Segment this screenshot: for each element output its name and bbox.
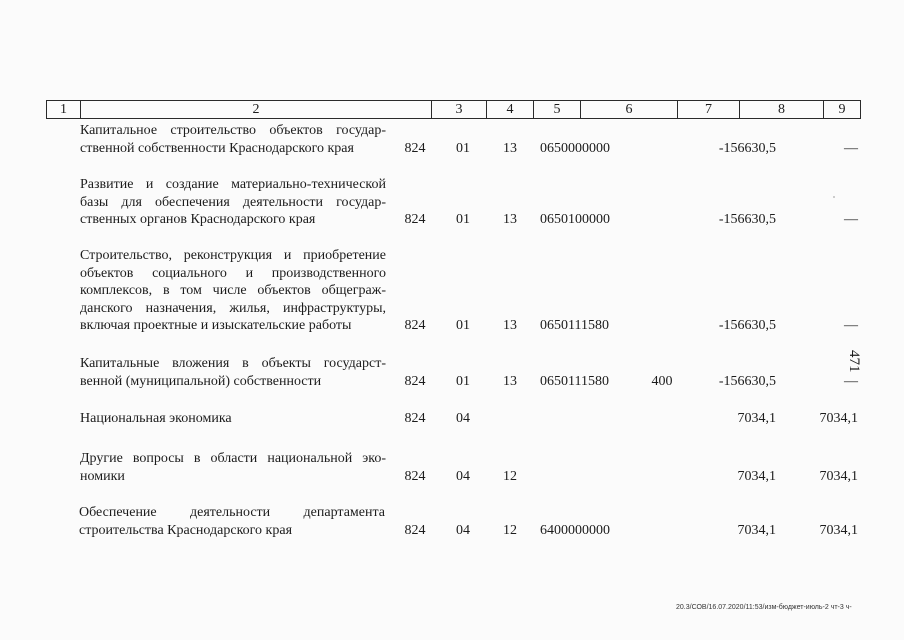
cell-col-9: 7034,1 (819, 522, 858, 538)
page-number: 471 (846, 350, 862, 373)
description-line: Обеспечение деятельности департамента (79, 505, 385, 520)
description-line: номики (80, 468, 125, 484)
cell-col-5: 13 (503, 318, 517, 334)
row-description (80, 176, 386, 229)
header-col-7: 7 (678, 100, 740, 119)
cell-col-7: 400 (651, 373, 673, 389)
description-line: ственных органов Краснодарского края (80, 212, 316, 228)
cell-col-6: 0650111580 (540, 318, 609, 334)
cell-col-9: — (844, 212, 858, 228)
cell-col-4: 01 (456, 140, 470, 156)
description-line: ственной собственности Краснодарского края (80, 140, 354, 156)
header-col-6: 6 (581, 100, 678, 119)
cell-col-9: — (844, 140, 858, 156)
row-description (80, 410, 386, 428)
cell-col-3: 824 (404, 373, 426, 389)
description-line: Строительство, реконструкция и приобретение (80, 248, 386, 263)
header-col-2: 2 (81, 100, 432, 119)
cell-col-6: 0650000000 (540, 140, 610, 156)
cell-col-9: — (844, 373, 858, 389)
cell-col-4: 01 (456, 212, 470, 228)
cell-col-4: 04 (456, 522, 470, 538)
description-line: строительства Краснодарского края (79, 522, 293, 538)
cell-col-4: 01 (456, 318, 470, 334)
cell-col-4: 04 (456, 411, 470, 426)
description-line: базы для обеспечения деятельности государ- (80, 194, 386, 210)
cell-col-9: 7034,1 (819, 468, 858, 484)
cell-col-3: 824 (404, 318, 426, 334)
header-col-4: 4 (487, 100, 534, 119)
cell-col-3: 824 (404, 522, 426, 538)
row-description (80, 450, 386, 485)
cell-col-8: 7034,1 (737, 411, 776, 426)
description-line: включая проектные и изыскательские работы (80, 318, 352, 334)
cell-col-8: -156630,5 (718, 318, 776, 334)
row-description (80, 355, 386, 390)
cell-col-8: -156630,5 (718, 373, 776, 389)
cell-col-5: 13 (503, 212, 517, 228)
description-line: Развитие и создание материально-технической (80, 177, 386, 192)
description-line: Капитальные вложения в объекты государст- (80, 356, 386, 371)
header-col-8: 8 (740, 100, 824, 119)
cell-col-3: 824 (404, 468, 426, 484)
row-description (80, 122, 386, 157)
scan-speck (833, 196, 835, 198)
cell-col-9: 7034,1 (819, 411, 858, 426)
cell-col-5: 12 (503, 468, 517, 484)
description-line: комплексов, в том числе объектов общеграж- (80, 283, 386, 299)
cell-col-8: 7034,1 (737, 468, 776, 484)
cell-col-8: -156630,5 (718, 212, 776, 228)
cell-col-5: 13 (503, 140, 517, 156)
cell-col-5: 12 (503, 522, 517, 538)
header-col-3: 3 (432, 100, 487, 119)
cell-col-4: 01 (456, 373, 470, 389)
cell-col-3: 824 (404, 411, 426, 426)
description-line: Капитальное строительство объектов государ- (80, 123, 386, 138)
footer-reference: 20.3/СОВ/16.07.2020/11:53/изм-бюджет-июль-2 чт-3 ч- (676, 604, 852, 611)
description-line: данского назначения, жилья, инфраструктуры, (80, 300, 386, 316)
header-col-1: 1 (46, 100, 81, 119)
cell-col-9: — (844, 318, 858, 334)
cell-col-6: 6400000000 (540, 522, 610, 538)
description-line: венной (муниципальной) собственности (80, 373, 322, 389)
cell-col-3: 824 (404, 212, 426, 228)
cell-col-6: 0650100000 (540, 212, 610, 228)
header-col-5: 5 (534, 100, 581, 119)
row-description (79, 504, 385, 539)
cell-col-5: 13 (503, 373, 517, 389)
cell-col-8: 7034,1 (737, 522, 776, 538)
description-line: объектов социального и производственного (80, 265, 386, 281)
cell-col-3: 824 (404, 140, 426, 156)
cell-col-4: 04 (456, 468, 470, 484)
cell-col-6: 0650111580 (540, 373, 609, 389)
row-description (80, 247, 386, 335)
description-line: Другие вопросы в области национальной эко- (80, 451, 386, 466)
header-col-9: 9 (824, 100, 861, 119)
table-header (46, 100, 861, 119)
description-line: Национальная экономика (80, 411, 232, 426)
cell-col-8: -156630,5 (718, 140, 776, 156)
